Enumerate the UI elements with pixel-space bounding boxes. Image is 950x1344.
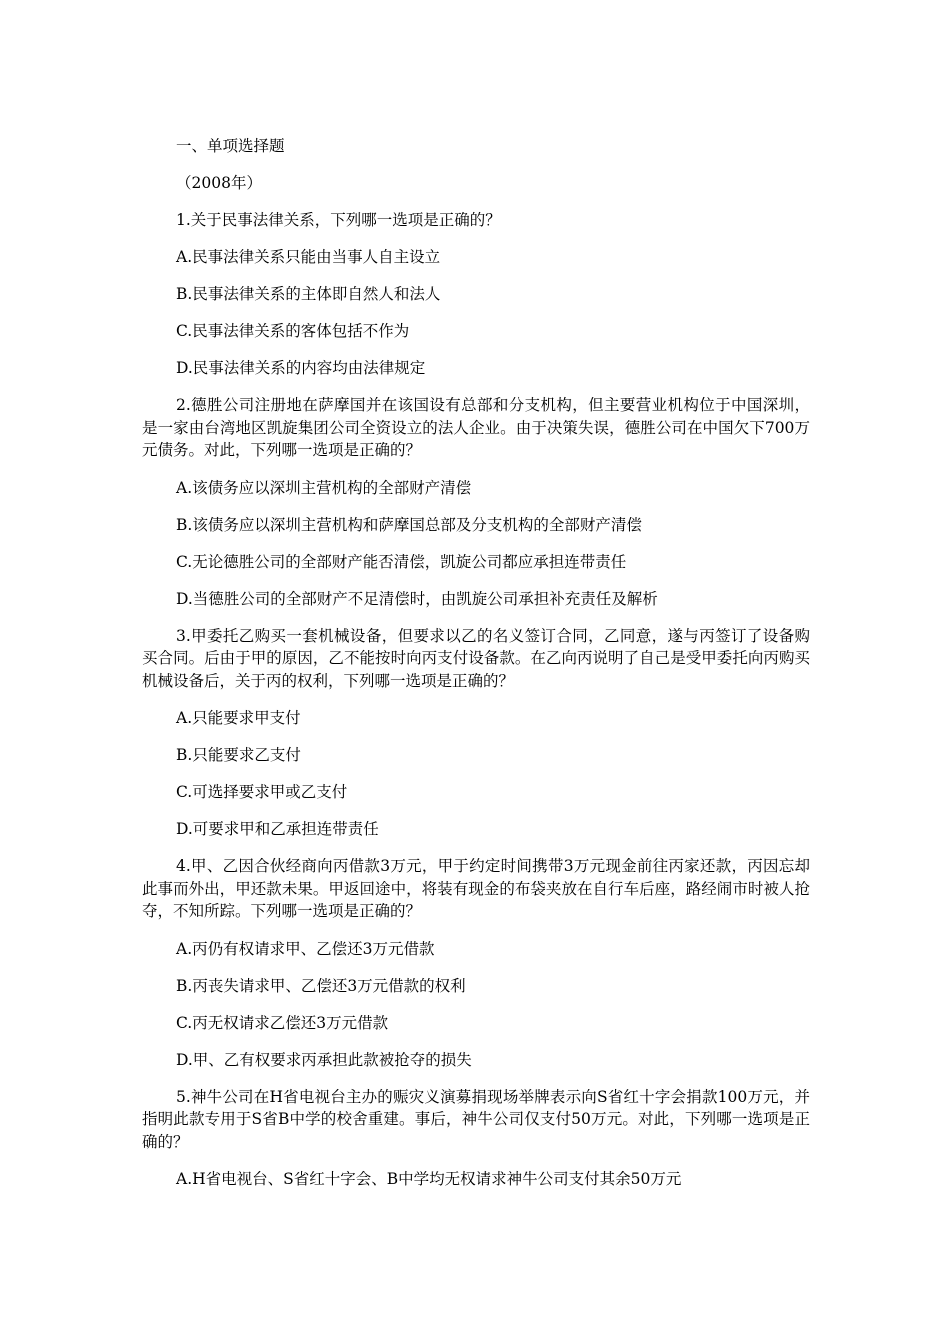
option-b: B.丙丧失请求甲、乙偿还3万元借款的权利	[176, 976, 466, 995]
question-stem: 5.神牛公司在H省电视台主办的赈灾义演募捐现场举牌表示向S省红十字会捐款100万元，并指明此款专用于S省B中学的校舍重建。事后，神牛公司仅支付50万元。对此，下列哪一选项是正确的？	[142, 1087, 810, 1151]
option-a: A.H省电视台、S省红十字会、B中学均无权请求神牛公司支付其余50万元	[176, 1170, 682, 1188]
option-a: A.民事法律关系只能由当事人自主设立	[176, 248, 441, 266]
question-stem: 1.关于民事法律关系，下列哪一选项是正确的？	[176, 211, 501, 229]
option-d: D.甲、乙有权要求丙承担此款被抢夺的损失	[176, 1050, 472, 1069]
section-title: 一、单项选择题	[176, 137, 285, 155]
question-stem: 4.甲、乙因合伙经商向丙借款3万元，甲于约定时间携带3万元现金前往丙家还款，丙因忘却此事而外出，甲还款未果。甲返回途中，将装有现金的布袋夹放在自行车后座，路经闹市时被人抢夺，不知所踪。下列哪一选项是正确的？	[142, 857, 810, 920]
year-label: （2008年）	[176, 174, 262, 192]
option-a: A.该债务应以深圳主营机构的全部财产清偿	[176, 478, 472, 497]
option-b: B.民事法律关系的主体即自然人和法人	[176, 285, 441, 303]
document-body	[142, 135, 810, 1205]
option-b: B.该债务应以深圳主营机构和萨摩国总部及分支机构的全部财产清偿	[176, 515, 642, 534]
option-c: C.可选择要求甲或乙支付	[176, 783, 348, 801]
option-d: D.民事法律关系的内容均由法律规定	[176, 359, 426, 377]
option-c: C.民事法律关系的客体包括不作为	[176, 322, 410, 340]
question-stem: 3.甲委托乙购买一套机械设备，但要求以乙的名义签订合同，乙同意，遂与丙签订了设备购买合同。后由于甲的原因，乙不能按时向丙支付设备款。在乙向丙说明了自己是受甲委托向丙购买机械设备后，关于丙的权利，下列哪一选项是正确的？	[142, 626, 810, 690]
option-b: B.只能要求乙支付	[176, 746, 301, 764]
option-c: C.丙无权请求乙偿还3万元借款	[176, 1013, 389, 1032]
option-d: D.可要求甲和乙承担连带责任	[176, 820, 379, 838]
question-stem: 2.德胜公司注册地在萨摩国并在该国设有总部和分支机构，但主要营业机构位于中国深圳，是一家由台湾地区凯旋集团公司全资设立的法人企业。由于决策失误，德胜公司在中国欠下700万元债务。对此，下列哪一选项是正确的？	[142, 396, 810, 459]
option-d: D.当德胜公司的全部财产不足清偿时，由凯旋公司承担补充责任及解析	[176, 589, 658, 608]
option-a: A.只能要求甲支付	[176, 709, 301, 727]
option-a: A.丙仍有权请求甲、乙偿还3万元借款	[176, 939, 435, 958]
option-c: C.无论德胜公司的全部财产能否清偿，凯旋公司都应承担连带责任	[176, 552, 627, 571]
